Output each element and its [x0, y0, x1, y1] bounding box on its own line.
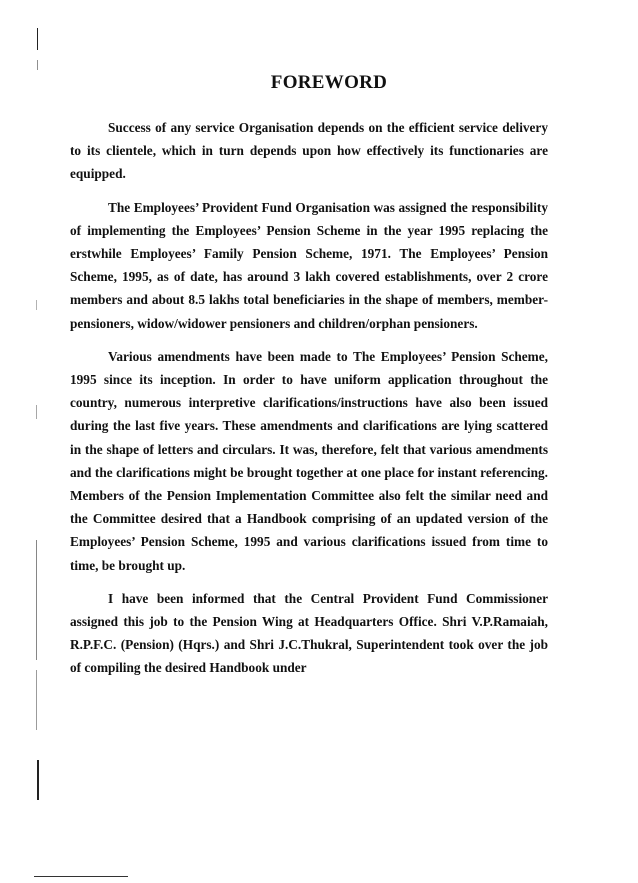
scan-edge-mark	[37, 760, 39, 800]
scan-edge-mark	[37, 28, 38, 50]
paragraph-1: Success of any service Organisation depends on the efficient service delivery to its clientele, which in turn depends upon how effectively its functionaries are equipped.	[70, 120, 548, 182]
scan-edge-mark	[36, 405, 37, 419]
scan-edge-mark	[36, 300, 37, 310]
paragraph-4: I have been informed that the Central Provident Fund Commissioner assigned this job to the Pension Wing at Headquarters Office. Shri V.P.Ramaiah, R.P.F.C. (Pension) (Hqrs.) and Shri J.C.Thukral, Superintendent took over the job of compiling the desired Handbook under	[70, 590, 548, 676]
paragraph-2: The Employees’ Provident Fund Organisation was assigned the responsibility of implementing the Employees’ Pension Scheme in the year 1995 replacing the erstwhile Employees’ Family Pension Scheme, 1971. The Employees’ Pension Scheme, 1995, as of date, has around 3 lakh covered establishments, over 2 crore members and about 8.5 lakhs total beneficiaries in the shape of members, member-pensioners, widow/widower pensioners and children/orphan pensioners.	[70, 199, 548, 331]
scan-edge-mark	[37, 60, 38, 70]
document-body	[70, 116, 548, 690]
scan-edge-mark	[36, 670, 37, 730]
scan-edge-mark	[36, 540, 37, 660]
footer-rule	[34, 876, 128, 877]
paragraph-3: Various amendments have been made to The Employees’ Pension Scheme, 1995 since its inception. In order to have uniform application throughout the country, numerous interpretive clarifications/instructions have also been issued during the last five years. These amendments and clarifications are lying scattered in the shape of letters and circulars. It was, therefore, felt that various amendments and the clarifications might be brought together at one place for instant referencing. Members of the Pension Implementation Committee also felt the similar need and the Committee desired that a Handbook comprising of an updated version of the Employees’ Pension Scheme, 1995 and various clarifications issued from time to time, be brought up.	[70, 348, 548, 573]
page-title: FOREWORD	[270, 72, 388, 93]
